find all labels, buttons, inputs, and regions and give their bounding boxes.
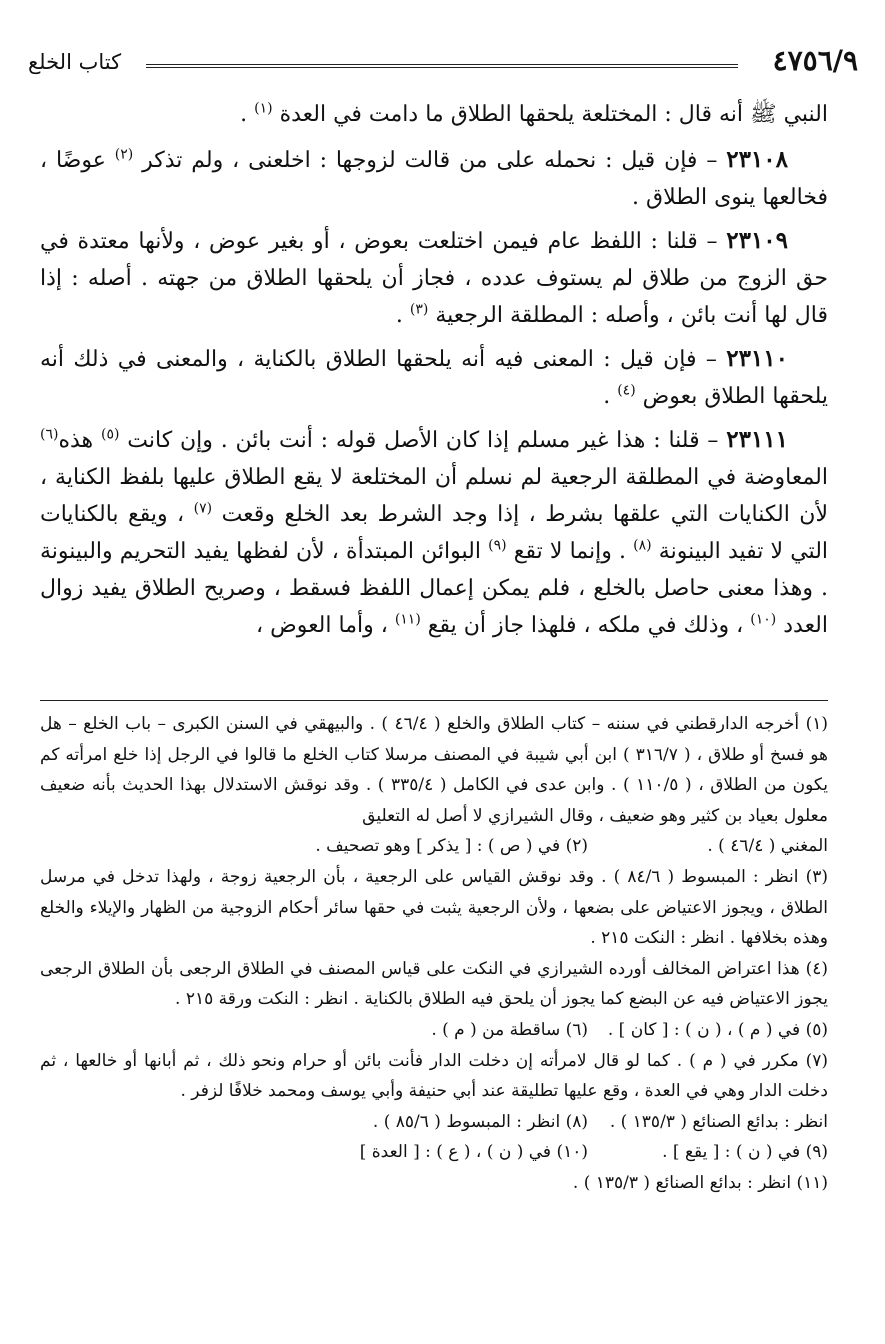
paragraph-23111 — [40, 421, 828, 644]
paragraph-text: عوضًا ، فخالعها ينوى الطلاق . — [40, 148, 828, 210]
footnote-4: (٤) هذا اعتراض المخالف أورده الشيرازي في النكت على قياس المصنف في الطلاق الرجعى بأن الطلاق الرجعى يجوز الاعتياض فيه عن البضع كما يجوز أن يلحق فيه الطلاق بالكناية . انظر : النكت ورقة ٢١٥ . — [40, 958, 828, 1010]
footnote-3: (٣) انظر : المبسوط ( ٨٤/٦ ) . وقد نوقش القياس على الرجعية ، بأن الرجعية زوجة ، ولهذا تدخل في مرسل الطلاق ، ويجوز الاعتياض على بضعها ، ولأن الرجعية يثبت في حقها سائر أحكام الزوجية من الظهار والإيلاء والخلع وهذه بخلافها . انظر : النكت ٢١٥ . — [40, 866, 828, 949]
footnote-ref: (١) — [254, 100, 273, 117]
footnote-row — [40, 1137, 828, 1168]
footnote-ref: (٣) — [409, 301, 429, 318]
paragraph-23110: ٢٣١١٠ – فإن قيل : المعنى فيه أنه يلحقها الطلاق بالكناية ، والمعنى في ذلك أنه يلحقها الطلاق بعوض $^{(٤)}$ . — [40, 345, 828, 409]
issue-number: ٢٣١٠٨ — [726, 146, 788, 173]
footnote-2: (٢) في ( ص ) : [ يذكر ] وهو تصحيف . — [315, 836, 588, 857]
paragraph-text: المعاوضة في المطلقة الرجعية لم نسلم أن المختلعة لا يقع الطلاق عليها بلفظ الكناية ، لأن الكنايات التي علقها بشرط ، إذا وجد الشرط بعد الخلع وقعت — [40, 465, 828, 527]
footnote-ref: (٧) — [193, 500, 213, 517]
paragraph-text: – قلنا : اللفظ عام فيمن اختلعت بعوض ، أو بغير عوض ، ولأنها معتدة في حق الزوج من طلاق لم يستوف عدده ، فجاز أن يلحقها الطلاق من جهته . أصله : إذا قال لها أنت بائن ، وأصله : المطلقة الرجعية — [40, 229, 828, 328]
paragraph-text: – قلنا : هذا غير مسلم إذا كان الأصل قوله : أنت بائن . وإن كانت — [127, 428, 719, 453]
footnote-5: (٥) في ( م ) ، ( ن ) : [ كان ] . — [607, 1019, 828, 1040]
paragraph-text: البوائن المبتدأة ، لأن لفظها يفيد التحريم والبينونة . وهذا معنى حاصل بالخلع ، فلم يمكن إعمال اللفظ فسقط ، وصريح الطلاق يفيد زوال العدد — [40, 539, 828, 638]
header-rule — [146, 64, 738, 71]
footnote-8: (٨) انظر : المبسوط ( ٨٥/٦ ) . — [372, 1111, 588, 1132]
paragraph-text: – فإن قيل : المعنى فيه أنه يلحقها الطلاق بالكناية ، والمعنى في ذلك أنه يلحقها الطلاق بعوض — [40, 347, 828, 409]
paragraph-text: . وإنما لا تقع — [513, 539, 626, 564]
footnote-row — [40, 831, 828, 862]
main-text — [40, 96, 828, 650]
footnote-1: (١) أخرجه الدارقطني في سننه – كتاب الطلاق والخلع ( ٤٦/٤ ) . والبيهقي في السنن الكبرى – باب الخلع – هل هو فسخ أو طلاق ، ( ٣١٦/٧ ) ابن أبي شيبة في المصنف مرسلا كتاب الخلع ما قالوا في الرجل إذا خلع امرأته كم يكون من الطلاق ، ( ١١٠/٥ ) . وابن عدى في الكامل ( ٣٣٥/٤ ) . وقد نوقش الاستدلال بهذا الحديث بأنه ضعيف معلول بعياد بن كثير وهو ضعيف ، وقال الشيرازي لا أصل له التعليق — [40, 714, 828, 826]
page-number: ٤٧٥٦/٩ — [772, 44, 858, 77]
footnote-11: (١١) انظر : بدائع الصنائع ( ١٣٥/٣ ) . — [572, 1172, 828, 1193]
footnote-1-end: المغني ( ٤٦/٤ ) . — [707, 836, 828, 857]
paragraph-text: ، وذلك في ملكه ، فلهذا جاز أن يقع — [427, 613, 744, 638]
footnote-ref: (١١) — [394, 611, 421, 628]
issue-number: ٢٣١١١ — [726, 426, 789, 453]
page-header — [28, 44, 858, 84]
footnote-ref: (٨) — [633, 537, 652, 554]
footnote-ref: (٢) — [114, 146, 134, 163]
issue-number: ٢٣١٠٩ — [726, 227, 789, 254]
footnote-ref: (١٠) — [750, 611, 777, 628]
footnotes — [40, 709, 828, 1199]
paragraph-23108 — [40, 141, 828, 216]
paragraph-23109: ٢٣١٠٩ – قلنا : اللفظ عام فيمن اختلعت بعوض ، أو بغير عوض ، ولأنها معتدة في حق الزوج من طلاق لم يستوف عدده ، فجاز أن يلحقها الطلاق من جهته . أصله : إذا قال لها أنت بائن ، وأصله : المطلقة الرجعية $^{(٣)}$ . — [40, 227, 828, 328]
footnote-9: (٩) في ( ن ) : [ يقع ] . — [662, 1142, 828, 1163]
paragraph-0: النبي ﷺ أنه قال : المختلعة يلحقها الطلاق ما دامت في العدة $^{(١)}$ . — [240, 100, 828, 127]
issue-number: ٢٣١١٠ — [726, 345, 788, 372]
paragraph-text: – فإن قيل : نحمله على من قالت لزوجها : اخلعنى ، ولم تذكر — [142, 148, 718, 173]
paragraph-text: هذه — [58, 428, 94, 453]
footnote-ref: (٤) — [617, 382, 636, 399]
footnote-6: (٦) ساقطة من ( م ) . — [431, 1019, 588, 1040]
footnote-ref: (٥) — [100, 426, 120, 443]
footnote-10: (١٠) في ( ن ) ، ( ع ) : [ العدة ] — [359, 1142, 588, 1163]
footnote-ref: (٩) — [488, 537, 507, 554]
paragraph-text: ، ويقع بالكنايات التي لا تفيد البينونة — [40, 502, 829, 564]
paragraph-text: ، وأما العوض ، — [256, 613, 388, 638]
footnote-separator — [40, 700, 828, 701]
footnote-row — [40, 1107, 828, 1138]
footnote-7: (٧) مكرر في ( م ) . كما لو قال لامرأته إن دخلت الدار فأنت بائن أو حرام ونحو ذلك ، ثم أبانها أو خالعها ، ثم دخلت الدار وهي في العدة ، وقع عليها تطليقة عند أبي حنيفة وأبي يوسف ومحمد خلافًا لزفر . — [40, 1050, 828, 1102]
footnote-ref: (٦) — [40, 426, 59, 443]
chapter-title: كتاب الخلع — [28, 50, 122, 74]
paragraph-text: النبي ﷺ أنه قال : المختلعة يلحقها الطلاق ما دامت في العدة — [279, 102, 828, 127]
footnote-7-end: انظر : بدائع الصنائع ( ١٣٥/٣ ) . — [609, 1111, 828, 1132]
footnote-row — [40, 1015, 828, 1046]
